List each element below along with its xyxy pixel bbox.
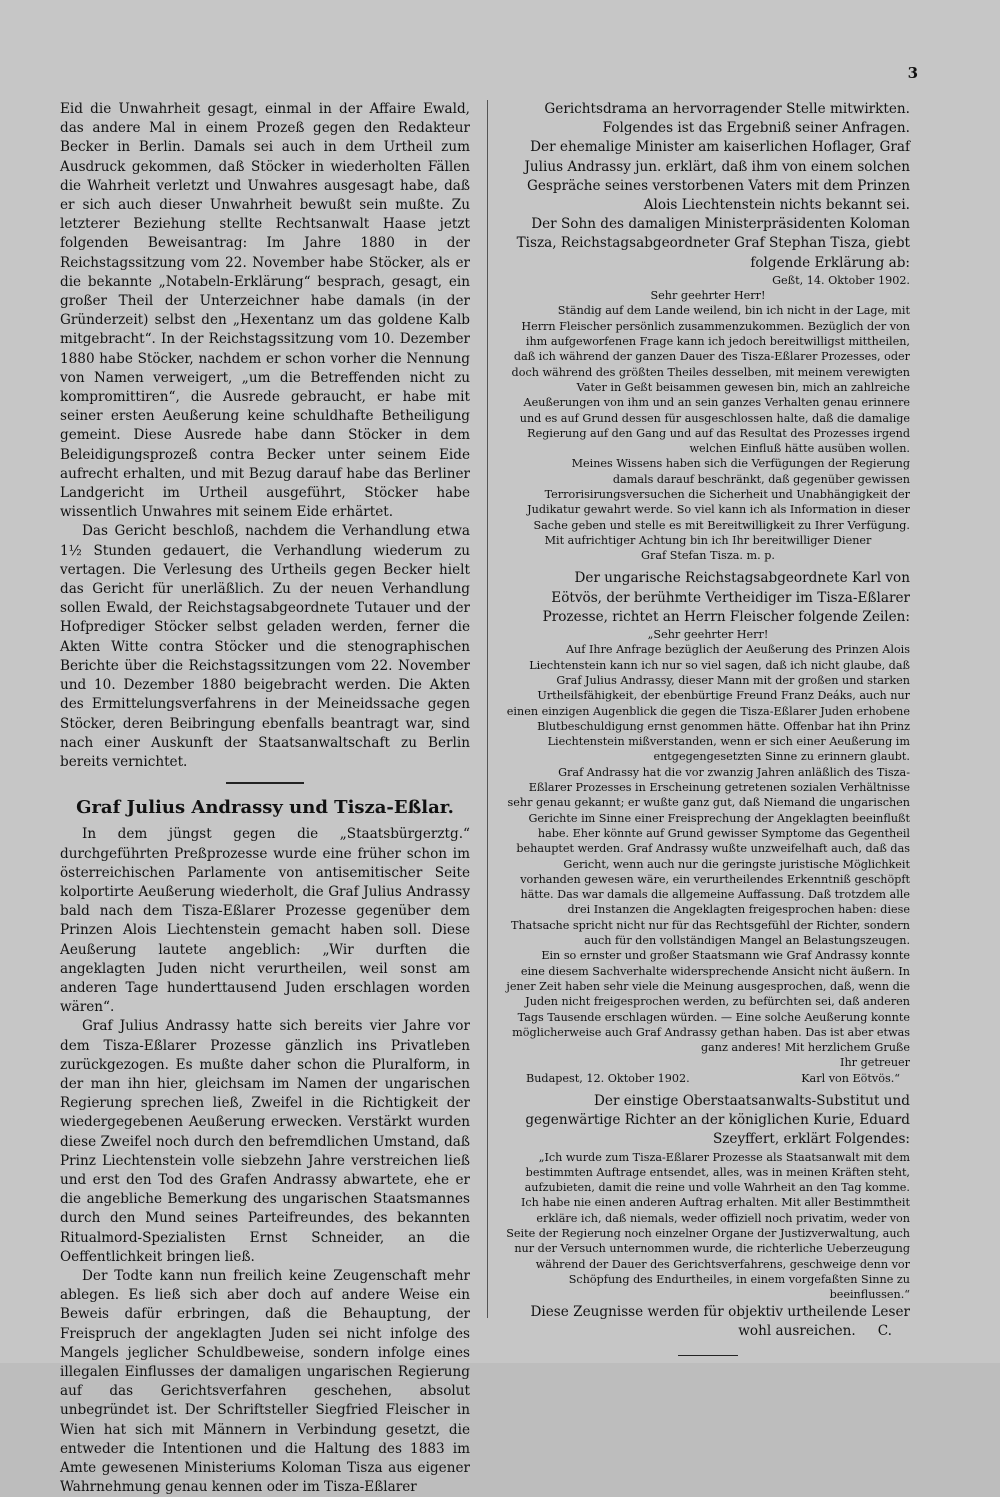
letter-paragraph: Ständig auf dem Lande weilend, bin ich nicht in der Lage, mit Herrn Fleischer persönlich zusammenzukommen. Bezüglich der von ihm aufgeworfenen Frage kann ich jedoch bereitwilligst mittheilen, daß ich während der ganzen Dauer des Tisza-Eßlarer Prozesses, oder doch während des größten Theiles desselben, mit meinem verewigten Vater in Geßt beisammen gewesen bin, mich an zahlreiche Aeußerungen von ihm und an sein ganzes Verhalten genau erinnere und es auf Grund dessen für ausgeschlossen halte, daß die damalige Regierung auf den Gang und auf das Resultat des Prozesses irgend welchen Einfluß hätte ausüben wollen. [511, 304, 910, 456]
letter-dateline: Geßt, 14. Oktober 1902. [772, 273, 910, 287]
paragraph: Graf Julius Andrassy hatte sich bereits vier Jahre vor dem Tisza-Eßlarer Prozesse gänzlich ins Privatleben zurückgezogen. Es mußte daher schon die Pluralform, in der man ihn hier, gleichsam im Namen der ungarischen Regierung sprechen ließ, Zweifel in die Richtigkeit der wiedergegebenen Aeußerung erwecken. Verstärkt wurden diese Zweifel noch durch den befremdlichen Umstand, daß Prinz Liechtenstein volle siebzehn Jahre verstreichen ließ und erst den Tod des Grafen Andrassy abwartete, ehe er die angebliche Bemerkung des ungarischen Staatsmannes durch den Mund seines Parteifreundes, des bekannten Ritualmord-Spezialisten Ernst Schneider, an die Oeffentlichkeit bringen ließ. [60, 1018, 470, 1265]
separator-rule [678, 1355, 738, 1356]
letter-tisza [506, 273, 910, 564]
paragraph: Der Todte kann nun freilich keine Zeugenschaft mehr ablegen. Es ließ sich aber doch auf andere Weise ein Beweis dafür erbringen, daß die Behauptung, der Freispruch der angeklagten Juden sei nicht infolge des Mangels jeglicher Schuldbeweise, sondern infolge eines illegalen Einflusses der damaligen ungarischen Regierung auf das Gerichtsverfahren geschehen, absolut unbegründet ist. Der Schriftsteller Siegfried Fleischer in Wien hat sich mit Männern in Verbindung gesetzt, die entweder die Intentionen und die Haltung des 1883 im Amte gewesenen Ministeriums Koloman Tisza aus eigener Wahrnehmung genau kennen oder im Tisza-Eßlarer [60, 1267, 470, 1496]
paragraph: Das Gericht beschloß, nachdem die Verhandlung etwa 1½ Stunden gedauert, die Verhandlung wiederum zu vertagen. Die Verlesung des Urtheils gegen Becker hielt das Gericht für unerläßlich. Zu der neuen Verhandlung sollen Ewald, der Reichstagsabgeordnete Tutauer und der Hofprediger Stöcker selbst geladen werden, ferner die Akten Witte contra Stöcker und die stenographischen Berichte über die Reichstagssitzungen vom 22. November und 10. Dezember 1880 beigebracht werden. Die Akten des Ermittelungsverfahrens in der Meineidssache gegen Stöcker, deren Beibringung ebenfalls beantragt war, sind nach einer Auskunft der Staatsanwaltschaft zu Berlin bereits vernichtet. [60, 523, 470, 770]
letter-closing: Mit aufrichtiger Achtung bin ich Ihr bereitwilliger Diener [544, 533, 872, 547]
paragraph: Der einstige Oberstaatsanwalts-Substitut und gegenwärtige Richter an der königlichen Kurie, Eduard Szeyffert, erklärt Folgendes: [525, 1092, 910, 1148]
letter-salutation: Sehr geehrter Herr! [650, 289, 766, 303]
author-initial: C. [877, 1322, 892, 1339]
page-number: 3 [907, 64, 918, 82]
paragraph: Der ehemalige Minister am kaiserlichen Hoflager, Graf Julius Andrassy jun. erklärt, daß ihm von einem solchen Gespräche seines verstorbenen Vaters mit dem Prinzen Alois Liechtenstein nichts bekannt sei. [524, 139, 910, 214]
closing-remark: Diese Zeugnisse werden für objektiv urtheilende Leser wohl ausreichen. [530, 1303, 910, 1339]
left-column [60, 100, 470, 1497]
letter-footer [506, 1071, 910, 1086]
letter-closing: Ihr getreuer [840, 1056, 910, 1070]
article-headline: Graf Julius Andrassy und Tisza-Eßlar. [76, 797, 454, 819]
paragraph [506, 1303, 910, 1341]
letter-paragraph: „Ich wurde zum Tisza-Eßlarer Prozesse als Staatsanwalt mit dem bestimmten Auftrage entsendet, alles, was in meinen Kräften steht, aufzubieten, damit die reine und volle Wahrheit an den Tag komme. Ich habe nie einen anderen Auftrag erhalten. Mit aller Bestimmtheit erkläre ich, daß niemals, weder offiziell noch privatim, weder von Seite der Regierung noch einzelner Organe der Justizverwaltung, auch nur der Versuch unternommen wurde, die richterliche Ueberzeugung während der Dauer des Gerichtsverfahrens, geschweige denn vor Schöpfung des Endurtheiles, in einem vorgefaßten Sinne zu beeinflussen.“ [506, 1150, 910, 1302]
letter-paragraph: Auf Ihre Anfrage bezüglich der Aeußerung des Prinzen Alois Liechtenstein kann ich nur so viel sagen, daß ich nicht glaube, daß Graf Julius Andrassy, dieser Mann mit der großen und starken Urtheilsfähigkeit, der ebenbürtige Freund Franz Deáks, auch nur einen einzigen Augenblick die gegen die Tisza-Eßlarer Juden erhobene Blutbeschuldigung ernst genommen hätte. Offenbar hat ihn Prinz Liechtenstein mißverstanden, wenn er sich einer Aeußerung im entgegengesetzten Sinne zu erinnern glaubt. [506, 643, 910, 764]
right-column [506, 100, 910, 1366]
paragraph: Der Sohn des damaligen Ministerpräsidenten Koloman Tisza, Reichstagsabgeordneter Graf Stephan Tisza, giebt folgende Erklärung ab: [516, 216, 910, 271]
letter-place-date: Budapest, 12. Oktober 1902. [526, 1071, 690, 1085]
paragraph: Der ungarische Reichstagsabgeordnete Karl von Eötvös, der berühmte Vertheidiger im Tisza-Eßlarer Prozesse, richtet an Herrn Fleischer folgende Zeilen: [542, 570, 910, 625]
letter-signature: Graf Stefan Tisza. m. p. [641, 549, 775, 563]
paragraph: Eid die Unwahrheit gesagt, einmal in der Affaire Ewald, das andere Mal in einem Prozeß gegen den Redakteur Becker in Berlin. Damals sei auch in dem Urtheil zum Ausdruck gekommen, daß Stöcker in wiederholten Fällen die Wahrheit verletzt und Unwahres ausgesagt habe, daß er sich auch dieser Unwahrheit bewußt sein mußte. Zu letzterer Beziehung stellte Rechtsanwalt Haase jetzt folgenden Beweisantrag: Im Jahre 1880 in der Reichstagssitzung vom 22. November habe Stöcker, als er die bekannte „Notabeln-Erklärung“ besprach, gesagt, ein großer Theil der Unterzeichner habe damals (in der Gründerzeit) selbst den „Hexentanz um das goldene Kalb mitgebracht“. In der Reichstagssitzung vom 10. Dezember 1880 habe Stöcker, nachdem er schon vorher die Nennung von Namen verweigert, „um die Betreffenden nicht zu kompromittiren“, die Ausrede gebraucht, er habe mit seiner ersten Aeußerung keine schuldhafte Betheiligung gemeint. Diese Ausrede habe dann Stöcker in dem Beleidigungsprozeß contra Becker unter seinem Eide aufrecht erhalten, und mit Bezug darauf habe das Berliner Landgericht im Urtheil ausgeführt, Stöcker habe wissentlich Unwahres mit seinem Eide erhärtet. [60, 101, 470, 521]
letter-eotvos [506, 627, 910, 1086]
column-divider [487, 100, 488, 1318]
paragraph: In dem jüngst gegen die „Staatsbürgerztg.“ durchgeführten Preßprozesse wurde eine früher schon im österreichischen Parlamente von antisemitischer Seite kolportirte Aeußerung wiederholt, die Graf Julius Andrassy bald nach dem Tisza-Eßlarer Prozesse gegenüber dem Prinzen Alois Liechtenstein gemacht haben soll. Diese Aeußerung lautete angeblich: „Wir durften die angeklagten Juden nicht verurtheilen, weil sonst am anderen Tage hunderttausend Juden erschlagen worden wären“. [60, 826, 470, 1016]
letter-szeyffert [506, 1150, 910, 1303]
letter-paragraph: Meines Wissens haben sich die Verfügungen der Regierung damals darauf beschränkt, daß gegenüber gewissen Terrorisirungsversuchen die Sicherheit und Unabhängigkeit der Judikatur gewahrt werde. So viel kann ich als Information in dieser Sache geben und stelle es mit Bereitwilligkeit zu Ihrer Verfügung. [527, 457, 910, 532]
letter-paragraph: Graf Andrassy hat die vor zwanzig Jahren anläßlich des Tisza-Eßlarer Prozesses in Erscheinung getretenen sozialen Verhältnisse sehr genau gekannt; er wußte ganz gut, daß Niemand die ungarischen Gerichte im Sinne einer Freisprechung der Angeklagten beeinflußt habe. Eher könnte auf Grund gewisser Symptome das Gegentheil behauptet werden. Graf Andrassy wußte unzweifelhaft auch, daß das Gericht, wenn auch nur die geringste juristische Möglichkeit vorhanden gewesen wäre, ein verurtheilendes Erkenntniß geschöpft hätte. Das war damals die allgemeine Auffassung. Daß trotzdem alle drei Instanzen die Angeklagten freigesprochen haben: diese Thatsache spricht nicht nur für das Rechtsgefühl der Richter, sondern auch für den vollständigen Mangel an Belastungszeugen. [507, 765, 910, 948]
paragraph: Gerichtsdrama an hervorragender Stelle mitwirkten. Folgendes ist das Ergebniß seiner Anfragen. [544, 101, 910, 137]
separator-rule [226, 782, 304, 784]
letter-salutation: „Sehr geehrter Herr! [647, 628, 769, 642]
letter-paragraph: Ein so ernster und großer Staatsmann wie Graf Andrassy konnte eine diesem Sachverhalte widersprechende Ansicht nicht äußern. In jener Zeit haben sehr viele die Meinung ausgesprochen, daß, wenn die Juden nicht freigesprochen werden, zu befürchten sei, daß anderen Tags Tausende erschlagen würden. — Eine solche Aeußerung konnte möglicherweise auch Graf Andrassy gethan haben. Das ist aber etwas ganz anderes! Mit herzlichem Gruße [506, 949, 910, 1055]
letter-signature: Karl von Eötvös.“ [801, 1071, 900, 1085]
